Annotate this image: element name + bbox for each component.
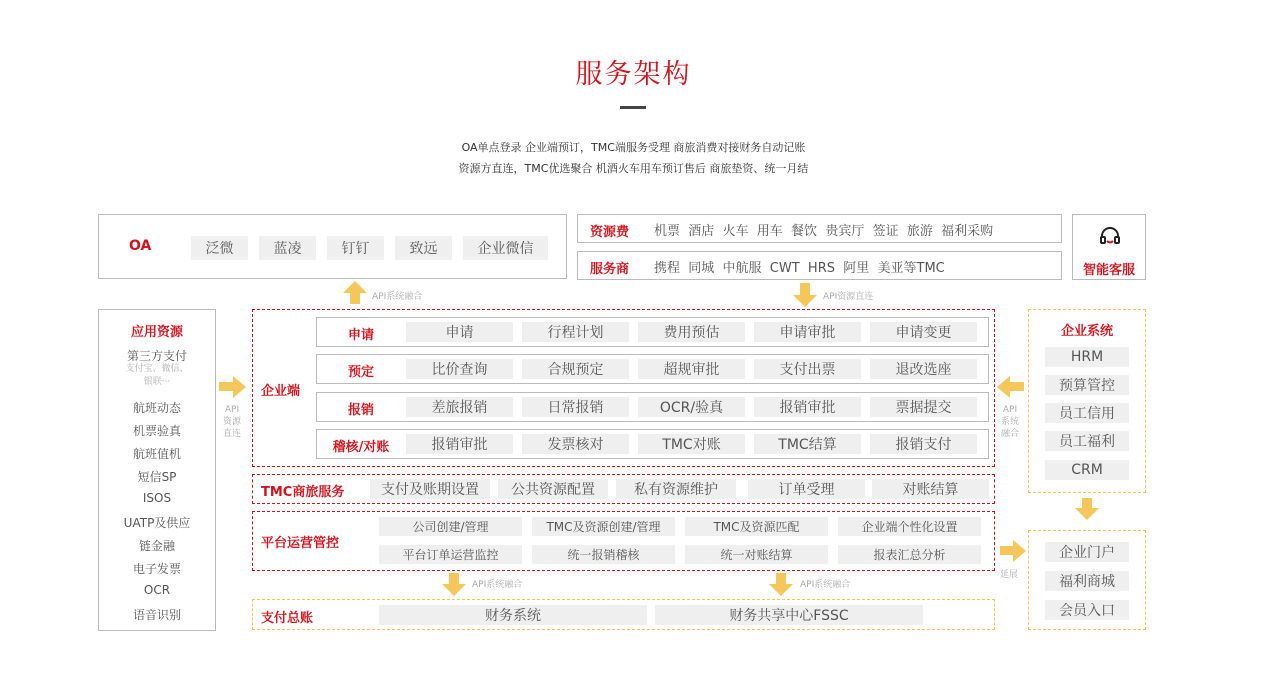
- row-item: 申请审批: [754, 322, 861, 342]
- payment-item: 财务共享中心FSSC: [655, 605, 923, 625]
- list-item: 机票验真: [132, 424, 181, 438]
- oa-panel: [98, 214, 567, 279]
- payment-panel: [252, 599, 995, 630]
- arrow-stem: [1000, 546, 1013, 555]
- platform-item: 企业端个性化设置: [838, 517, 981, 536]
- tmc-item: 订单受理: [748, 479, 865, 499]
- oa-item: 致远: [395, 236, 452, 260]
- row-item: 票据提交: [870, 397, 977, 417]
- payment-label: 支付总账: [261, 611, 314, 626]
- system-item: CRM: [1045, 460, 1129, 480]
- title-divider: [620, 106, 646, 109]
- page-title: 服务架构: [575, 59, 692, 90]
- system-item: 员工福利: [1045, 431, 1129, 451]
- tmc-item: 公共资源配置: [498, 479, 608, 499]
- api-fusion-label: API系统融合: [472, 580, 523, 590]
- vendor-row: [577, 251, 1062, 280]
- row-item: 申请变更: [870, 322, 977, 342]
- platform-panel: [252, 511, 995, 571]
- arrow-stem: [1082, 498, 1092, 508]
- left-connector-label: API 资源 直连: [222, 405, 241, 439]
- right-connector-label: API 系统 融合: [1000, 405, 1019, 439]
- row-item: 超规审批: [638, 359, 745, 379]
- arrow-right-icon: [1013, 540, 1026, 562]
- portal-item: 企业门户: [1045, 542, 1129, 562]
- arrow-right-icon: [233, 376, 246, 398]
- platform-label: 平台运营管控: [261, 536, 340, 551]
- list-item: ISOS: [142, 491, 172, 505]
- row-label: 报销: [347, 403, 374, 418]
- row-item: TMC结算: [754, 434, 861, 454]
- tmc-panel: [252, 474, 995, 504]
- row-item: 日常报销: [522, 397, 629, 417]
- portal-panel: [1028, 530, 1146, 630]
- arrow-down-icon: [1075, 508, 1099, 520]
- list-item-sub: 银联···: [143, 377, 171, 387]
- row-item: 差旅报销: [406, 397, 513, 417]
- list-item: 航班值机: [132, 447, 181, 461]
- enterprise-row-audit: [316, 429, 989, 459]
- platform-item: 公司创建/管理: [379, 517, 522, 536]
- row-item: 费用预估: [638, 322, 745, 342]
- app-resources-panel: [98, 309, 216, 631]
- tmc-label: TMC商旅服务: [261, 485, 345, 500]
- row-item: 发票核对: [522, 434, 629, 454]
- tmc-item: 对账结算: [872, 479, 989, 499]
- system-item: 预算管控: [1045, 375, 1129, 395]
- system-item: HRM: [1045, 347, 1129, 367]
- row-item: 报销支付: [870, 434, 977, 454]
- arrow-down-icon: [793, 295, 817, 307]
- row-item: 比价查询: [406, 359, 513, 379]
- row-item: 行程计划: [522, 322, 629, 342]
- smart-service-panel: [1072, 214, 1146, 280]
- row-label: 预定: [347, 365, 374, 380]
- enterprise-label: 企业端: [261, 384, 301, 399]
- smart-service-label: 智能客服: [1082, 263, 1135, 278]
- arrow-stem: [449, 573, 459, 584]
- portal-item: 福利商城: [1045, 571, 1129, 591]
- enterprise-row-reimburse: [316, 392, 989, 422]
- extend-label: 延展: [1000, 570, 1019, 580]
- list-item: 语音识别: [132, 608, 181, 622]
- row-item: 退改选座: [870, 359, 977, 379]
- row-label: 申请: [347, 328, 374, 343]
- list-item: 链金融: [138, 539, 175, 553]
- row-item: OCR/验真: [638, 397, 745, 417]
- subtitle-line-1: OA单点登录 企业端预订，TMC端服务受理 商旅消费对接财务自动记账: [461, 141, 806, 154]
- portal-item: 会员入口: [1045, 600, 1129, 620]
- app-resources-title: 应用资源: [130, 325, 183, 340]
- platform-item: 平台订单运营监控: [379, 545, 522, 564]
- api-fusion-label: API系统融合: [800, 580, 851, 590]
- api-fusion-label: API系统融合: [372, 292, 423, 302]
- list-item-sub: 支付宝、微信、: [125, 364, 189, 374]
- row-item: 合规预定: [522, 359, 629, 379]
- vendor-label: 服务商: [590, 262, 630, 277]
- row-item: 支付出票: [754, 359, 861, 379]
- arrow-down-icon: [442, 584, 466, 596]
- list-item: 电子发票: [132, 562, 181, 576]
- oa-item: 泛微: [191, 236, 248, 260]
- arrow-left-icon: [997, 376, 1010, 398]
- system-item: 员工信用: [1045, 403, 1129, 423]
- tmc-item: 支付及账期设置: [370, 479, 490, 499]
- oa-label: OA: [129, 238, 152, 254]
- oa-item: 企业微信: [463, 236, 548, 260]
- arrow-stem: [219, 382, 233, 391]
- arrow-stem: [350, 292, 360, 304]
- subtitle-line-2: 资源方直连，TMC优选聚合 机酒火车用车预订售后 商旅垫资、统一月结: [458, 162, 809, 175]
- enterprise-system-panel: [1028, 309, 1146, 493]
- api-direct-label: API资源直连: [823, 292, 874, 302]
- platform-item: TMC及资源匹配: [685, 517, 828, 536]
- platform-item: 统一报销稽核: [532, 545, 675, 564]
- row-item: 报销审批: [754, 397, 861, 417]
- list-item: 第三方支付: [126, 349, 187, 363]
- resource-fee-items: 机票 酒店 火车 用车 餐饮 贵宾厅 签证 旅游 福利采购: [654, 224, 994, 239]
- resource-fee-row: [577, 214, 1062, 243]
- platform-item: TMC及资源创建/管理: [532, 517, 675, 536]
- enterprise-row-apply: [316, 317, 989, 347]
- list-item: OCR: [143, 583, 171, 597]
- row-item: TMC对账: [638, 434, 745, 454]
- platform-item: 报表汇总分析: [838, 545, 981, 564]
- row-item: 报销审批: [406, 434, 513, 454]
- platform-item: 统一对账结算: [685, 545, 828, 564]
- resource-fee-label: 资源费: [590, 225, 630, 240]
- arrow-stem: [1010, 382, 1024, 391]
- vendor-items: 携程 同城 中航服 CWT HRS 阿里 美亚等TMC: [654, 261, 945, 276]
- arrow-stem: [800, 283, 810, 295]
- row-label: 稽核/对账: [332, 440, 390, 455]
- row-item: 申请: [406, 322, 513, 342]
- payment-item: 财务系统: [379, 605, 647, 625]
- list-item: 航班动态: [132, 401, 181, 415]
- oa-item: 蓝凌: [259, 236, 316, 260]
- arrow-down-icon: [769, 584, 793, 596]
- arrow-stem: [776, 573, 786, 584]
- enterprise-row-book: [316, 354, 989, 384]
- list-item: UATP及供应: [123, 516, 191, 530]
- tmc-item: 私有资源维护: [616, 479, 736, 499]
- headset-icon: [1098, 225, 1122, 249]
- list-item: 短信SP: [137, 470, 177, 484]
- enterprise-system-title: 企业系统: [1060, 324, 1113, 339]
- oa-item: 钉钉: [327, 236, 384, 260]
